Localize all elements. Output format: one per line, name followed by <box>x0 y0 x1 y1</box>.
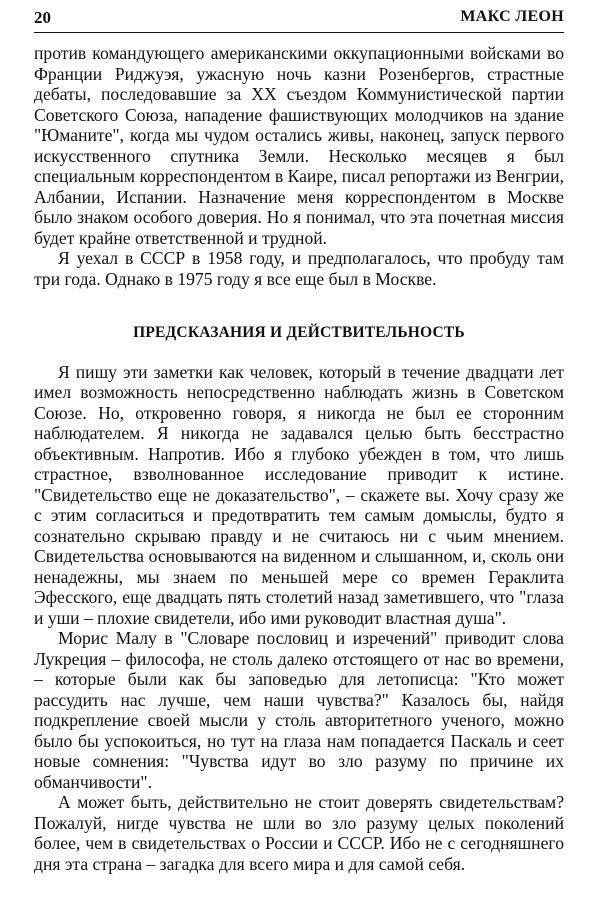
running-head-author: МАКС ЛЕОН <box>460 8 564 25</box>
page-body <box>34 43 564 874</box>
page-number: 20 <box>34 8 51 27</box>
page-header <box>34 6 564 33</box>
paragraph: Морис Малу в "Словаре пословиц и изречений" приводит слова Лукреция – философа, не столь далеко отстоящего от нас во времени, – которые были как бы заповедью для летописца: "Кто может рассудить нас лучше, чем наши чувства?" Казалось бы, найдя подкрепление своей мысли у столь авторитетного ученого, можно было бы успокоиться, но тут на глаза нам попадается Паскаль и сеет новые сомнения: "Чувства идут во зло разуму по причине их обманчивости". <box>34 628 564 792</box>
paragraph: Я пишу эти заметки как человек, который в течение двадцати лет имел возможность непосредственно наблюдать жизнь в Советском Союзе. Но, откровенно говоря, я никогда не был ее сторонним наблюдателем. Я никогда не задавался целью быть бесстрастно объективным. Напротив. Ибо я глубоко убежден в том, что лишь страстное, взволнованное исследование приводит к истине. "Свидетельство еще не доказательство", – скажете вы. Хочу сразу же с этим согласиться и предотвратить тем самым домыслы, будто я сознательно скрываю правду и не считаюсь ни с чьим мнением. Свидетельства основываются на виденном и слышанном, и, сколь они ненадежны, мы знаем по меньшей мере со времен Гераклита Эфесского, еще двадцать пять столетий назад заметившего, что "глаза и уши – плохие свидетели, ибо ими руководит властная душа". <box>34 361 564 628</box>
section-heading: ПРЕДСКАЗАНИЯ И ДЕЙСТВИТЕЛЬНОСТЬ <box>133 324 465 341</box>
paragraph: А может быть, действительно не стоит доверять свидетельствам? Пожалуй, нигде чувства не шли во зло разуму целых поколений более, чем в свидетельствах о России и СССР. Ибо не с сегодняшнего дня эта страна – загадка для всего мира и для самой себя. <box>34 792 564 874</box>
paragraph-continued: против командующего американскими оккупационными войсками во Франции Риджуэя, ужасную ночь казни Розенбергов, страстные дебаты, последовавшие за XX съездом Коммунистической партии Советского Союза, нападение фашиствующих молодчиков на здание "Юманите", когда мы чудом остались живы, наконец, запуск первого искусственного спутника Земли. Несколько месяцев я был специальным корреспондентом в Каире, писал репортажи из Венгрии, Албании, Испании. Назначение меня корреспондентом в Москве было знаком особого доверия. Но я понимал, что эта почетная миссия будет крайне ответственной и трудной. <box>34 43 564 248</box>
paragraph: Я уехал в СССР в 1958 году, и предполагалось, что пробуду там три года. Однако в 1975 году я все еще был в Москве. <box>34 248 564 289</box>
book-page <box>34 6 564 874</box>
